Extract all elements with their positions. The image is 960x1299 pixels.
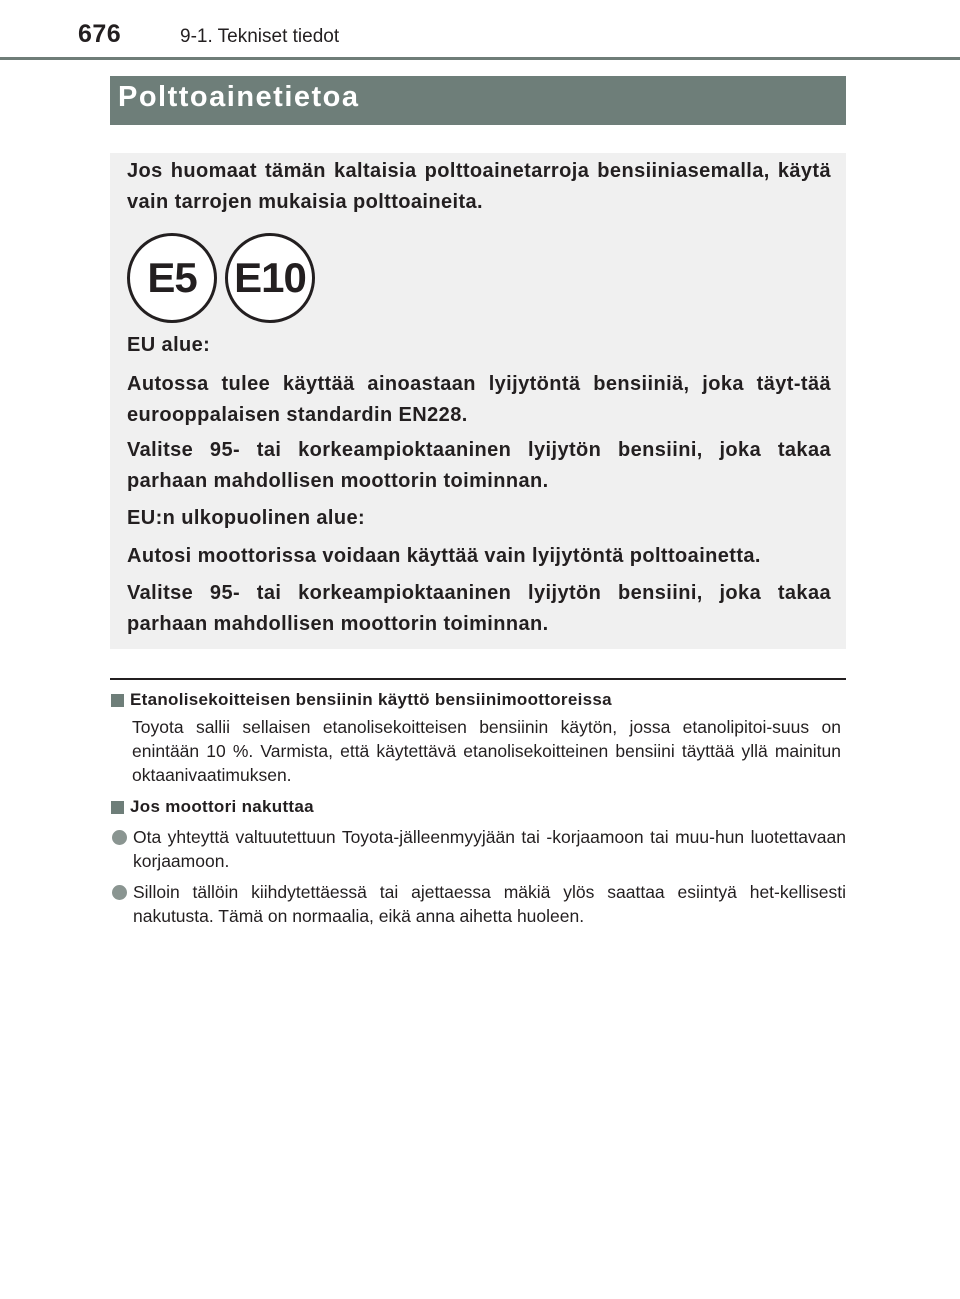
square-bullet-icon <box>111 694 124 707</box>
non-eu-text-1: Autosi moottorissa voidaan käyttää vain lyijytöntä polttoainetta. <box>127 545 761 567</box>
page-title: Polttoainetietoa <box>118 81 360 113</box>
page-header <box>0 0 960 62</box>
fuel-label-e5: E5 <box>127 233 217 323</box>
ethanol-text: Toyota sallii sellaisen etanolisekoitteisen bensiinin käytön, jossa etanolipitoi-suus on enintään 10 %. Varmista, että käytettävä etanolisekoitteinen bensiini täyttää yllä mainitun oktaanivaatimuksen. <box>132 717 841 785</box>
non-eu-heading: EU:n ulkopuolinen alue: <box>127 507 366 529</box>
list-item-text: Ota yhteyttä valtuutettuun Toyota-jälleenmyyjään tai -korjaamoon tai muu-hun luotettavaan korjaamoon. <box>133 827 846 871</box>
eu-text-1: Autossa tulee käyttää ainoastaan lyijytöntä bensiiniä, joka täyt-tää eurooppalaisen standardin EN228. <box>127 373 831 426</box>
circle-bullet-icon <box>112 830 127 845</box>
knocking-heading <box>111 797 314 817</box>
fuel-label-e10: E10 <box>225 233 315 323</box>
circle-bullet-icon <box>112 885 127 900</box>
ethanol-heading <box>111 690 612 710</box>
page-number: 676 <box>78 20 122 48</box>
fuel-info-box <box>110 153 846 649</box>
section-label: 9-1. Tekniset tiedot <box>180 26 340 47</box>
knocking-heading-text: Jos moottori nakuttaa <box>130 797 314 816</box>
ethanol-heading-text: Etanolisekoitteisen bensiinin käyttö bensiinimoottoreissa <box>130 690 612 709</box>
header-divider <box>0 57 960 60</box>
square-bullet-icon <box>111 801 124 814</box>
eu-text-2: Valitse 95- tai korkeampioktaaninen lyijytön bensiini, joka takaa parhaan mahdollisen moottorin toiminnan. <box>127 439 831 492</box>
section-divider <box>110 678 846 680</box>
non-eu-text-2: Valitse 95- tai korkeampioktaaninen lyijytön bensiini, joka takaa parhaan mahdollisen moottorin toiminnan. <box>127 582 831 635</box>
eu-heading: EU alue: <box>127 334 211 356</box>
intro-text: Jos huomaat tämän kaltaisia polttoainetarroja bensiiniasemalla, käytä vain tarrojen mukaisia polttoaineita. <box>127 160 831 213</box>
list-item-text: Silloin tällöin kiihdytettäessä tai ajettaessa mäkiä ylös saattaa esiintyä het-kellisesti nakutusta. Tämä on normaalia, eikä anna aihetta huoleen. <box>133 882 846 926</box>
title-bar <box>110 76 846 125</box>
